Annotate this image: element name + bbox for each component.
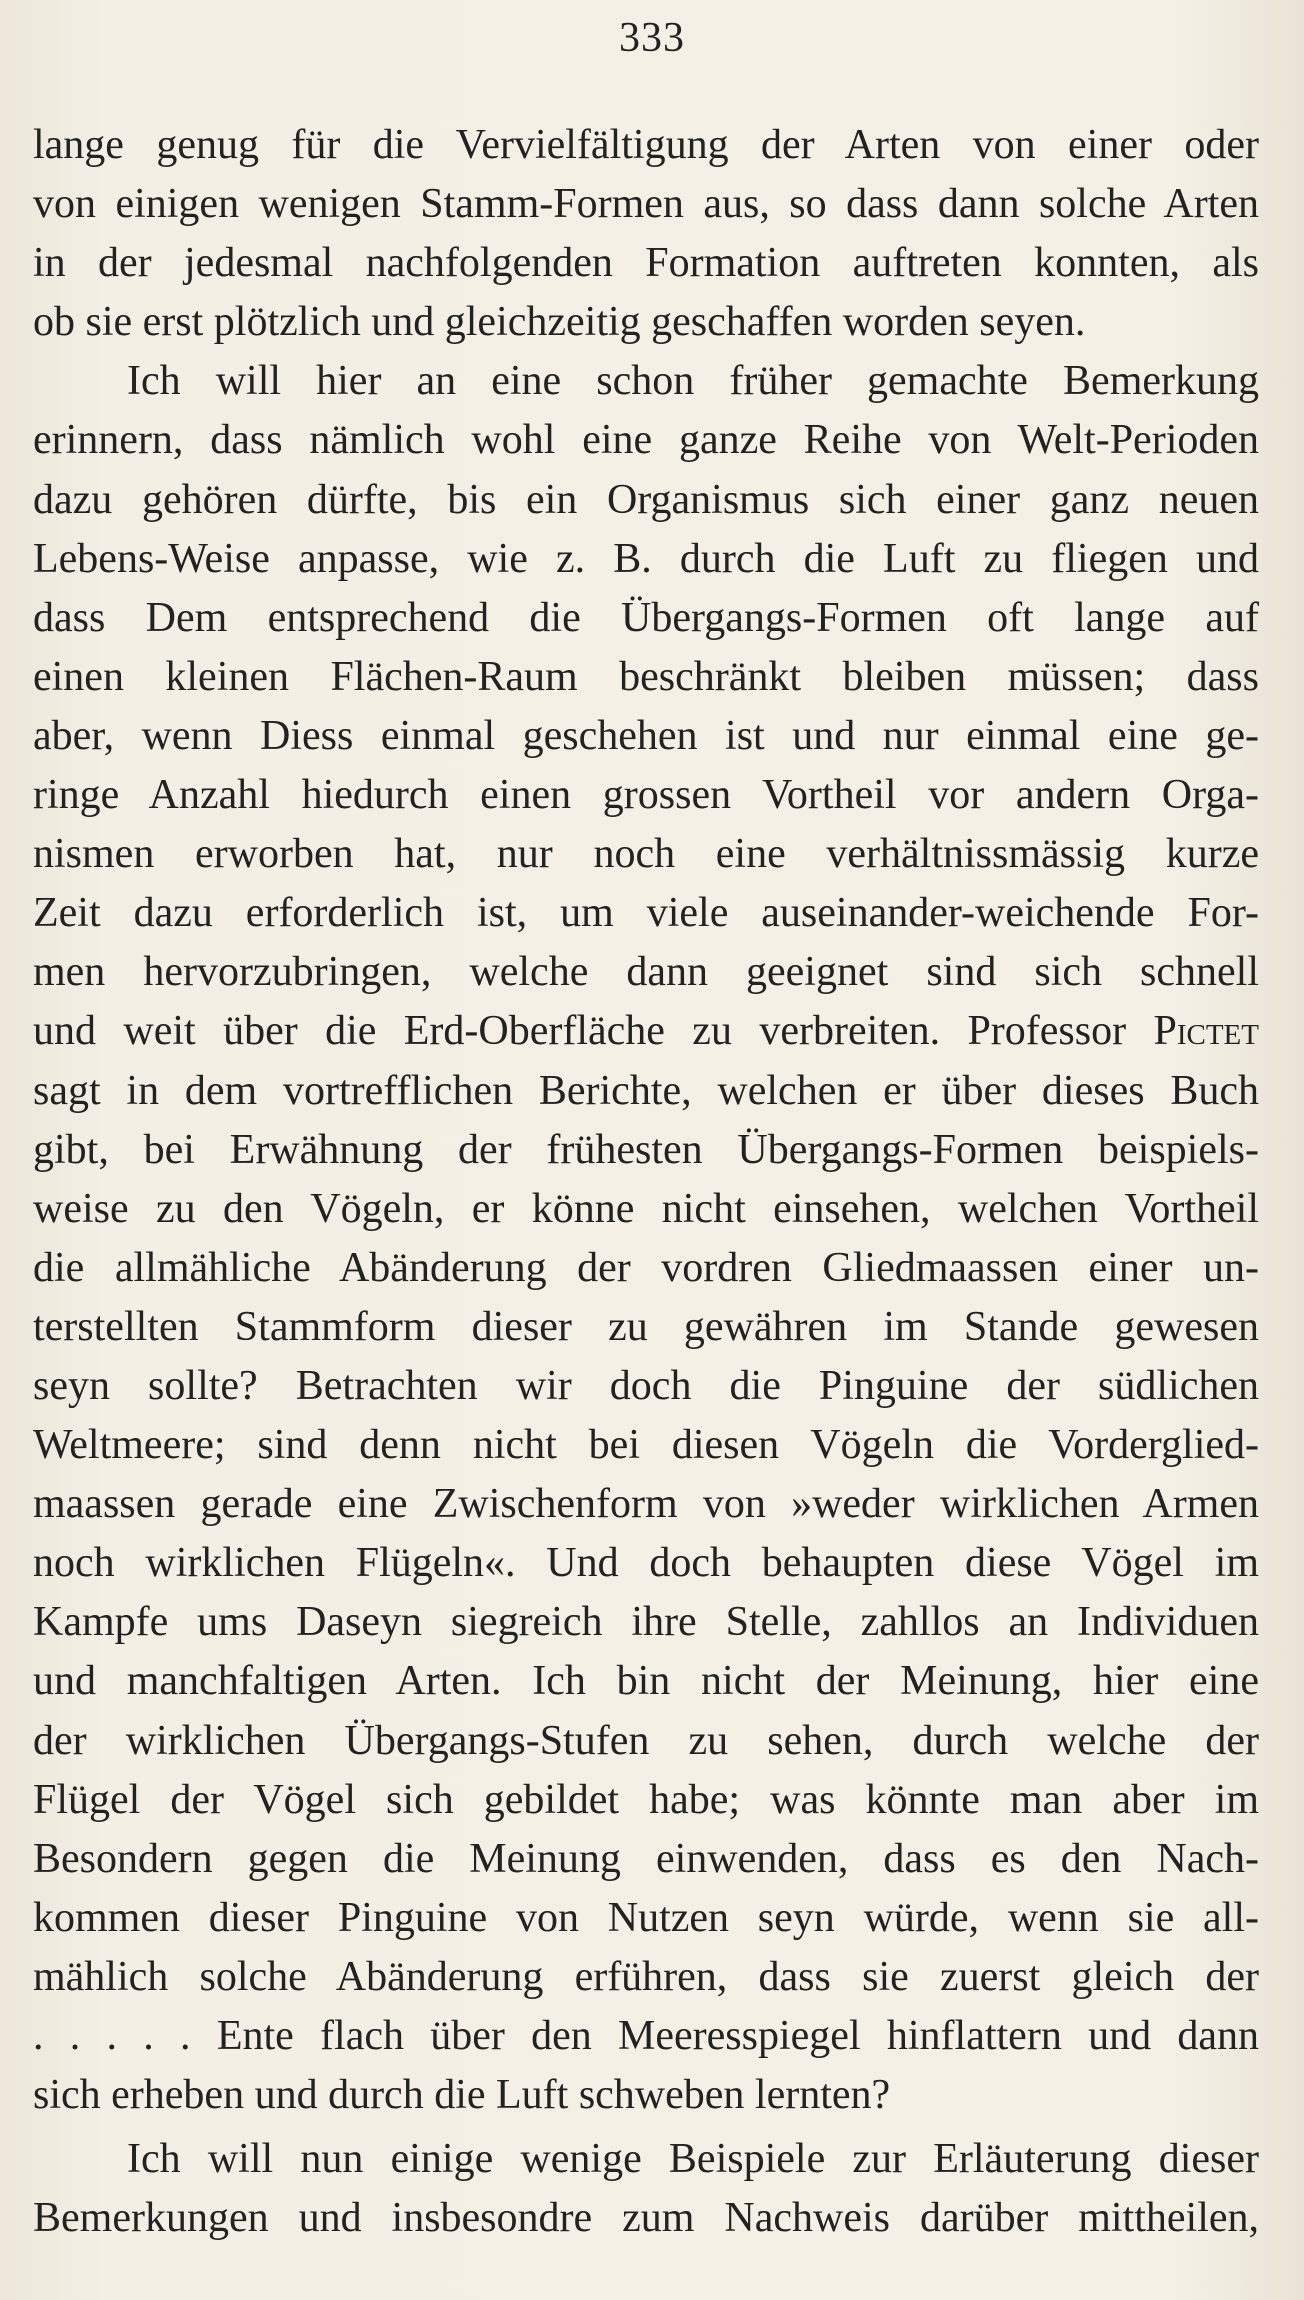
text-line: gibt, bei Erwähnung der frühesten Übergangs-Formen beispiels-	[33, 1126, 1259, 1173]
text-line: der wirklichen Übergangs-Stufen zu sehen, durch welche der	[33, 1717, 1259, 1764]
text-line: nismen erworben hat, nur noch eine verhältnissmässig kurze	[33, 831, 1259, 878]
text-line: Ich will hier an eine schon früher gemachte Bemerkung	[127, 358, 1259, 405]
text-line: ob sie erst plötzlich und gleichzeitig geschaffen worden seyen.	[33, 299, 1086, 346]
text-line: . . . . . Ente flach über den Meeresspiegel hinflattern und dann	[33, 2013, 1259, 2059]
text-line: Flügel der Vögel sich gebildet habe; was könnte man aber im	[33, 1776, 1259, 1823]
text-line: men hervorzubringen, welche dann geeignet sind sich schnell	[33, 949, 1259, 996]
text-line: sich erheben und durch die Luft schweben lernten?	[33, 2072, 891, 2119]
text-line: Ich will nun einige wenige Beispiele zur Erläuterung dieser	[127, 2136, 1259, 2183]
text-line: terstellten Stammform dieser zu gewähren im Stande gewesen	[33, 1303, 1259, 1350]
text-line: von einigen wenigen Stamm-Formen aus, so dass dann solche Arten	[33, 181, 1259, 228]
text-line: Weltmeere; sind denn nicht bei diesen Vögeln die Vorderglied-	[33, 1422, 1259, 1469]
text-line: weise zu den Vögeln, er könne nicht einsehen, welchen Vortheil	[33, 1185, 1259, 1232]
text-line: seyn sollte? Betrachten wir doch die Pinguine der südlichen	[33, 1362, 1259, 1409]
text-line: in der jedesmal nachfolgenden Formation auftreten konnten, als	[33, 240, 1259, 287]
text-line: mählich solche Abänderung erführen, dass sie zuerst gleich der	[33, 1953, 1259, 2000]
text-line-with-name	[33, 1002, 1259, 1061]
text-line: dass Dem entsprechend die Übergangs-Formen oft lange auf	[33, 594, 1259, 641]
text-line: Lebens-Weise anpasse, wie z. B. durch die Luft zu fliegen und	[33, 535, 1259, 582]
text-line: Kampfe ums Daseyn siegreich ihre Stelle, zahllos an Individuen	[33, 1599, 1259, 1646]
text-line: Bemerkungen und insbesondre zum Nachweis darüber mittheilen,	[33, 2195, 1259, 2242]
text-line: kommen dieser Pinguine von Nutzen seyn würde, wenn sie all-	[33, 1894, 1259, 1941]
text-line: dazu gehören dürfte, bis ein Organismus sich einer ganz neuen	[33, 476, 1259, 523]
text-line: und manchfaltigen Arten. Ich bin nicht der Meinung, hier eine	[33, 1658, 1259, 1705]
text-line: Besondern gegen die Meinung einwenden, dass es den Nach-	[33, 1835, 1259, 1882]
page-number: 333	[619, 15, 685, 61]
body-text	[33, 116, 1259, 2248]
text-line: Zeit dazu erforderlich ist, um viele auseinander-weichende For-	[33, 890, 1259, 937]
text-line: lange genug für die Vervielfältigung der Arten von einer oder	[33, 122, 1259, 168]
text-line: maassen gerade eine Zwischenform von »weder wirklichen Armen	[33, 1481, 1259, 1528]
text-line: aber, wenn Diess einmal geschehen ist und nur einmal eine ge-	[33, 712, 1259, 759]
text-line: einen kleinen Flächen-Raum beschränkt bleiben müssen; dass	[33, 653, 1259, 700]
text-line: ringe Anzahl hiedurch einen grossen Vortheil vor andern Orga-	[33, 772, 1259, 819]
text-line: sagt in dem vortrefflichen Berichte, welchen er über dieses Buch	[33, 1067, 1259, 1114]
text-line: die allmähliche Abänderung der vordren Gliedmaassen einer un-	[33, 1244, 1259, 1291]
line-text: und weit über die Erd-Oberfläche zu verbreiten. Professor	[33, 1008, 1127, 1055]
author-name-pictet: Pictet	[1153, 1008, 1259, 1055]
text-line: erinnern, dass nämlich wohl eine ganze Reihe von Welt-Perioden	[33, 417, 1259, 464]
text-line: noch wirklichen Flügeln«. Und doch behaupten diese Vögel im	[33, 1540, 1259, 1587]
